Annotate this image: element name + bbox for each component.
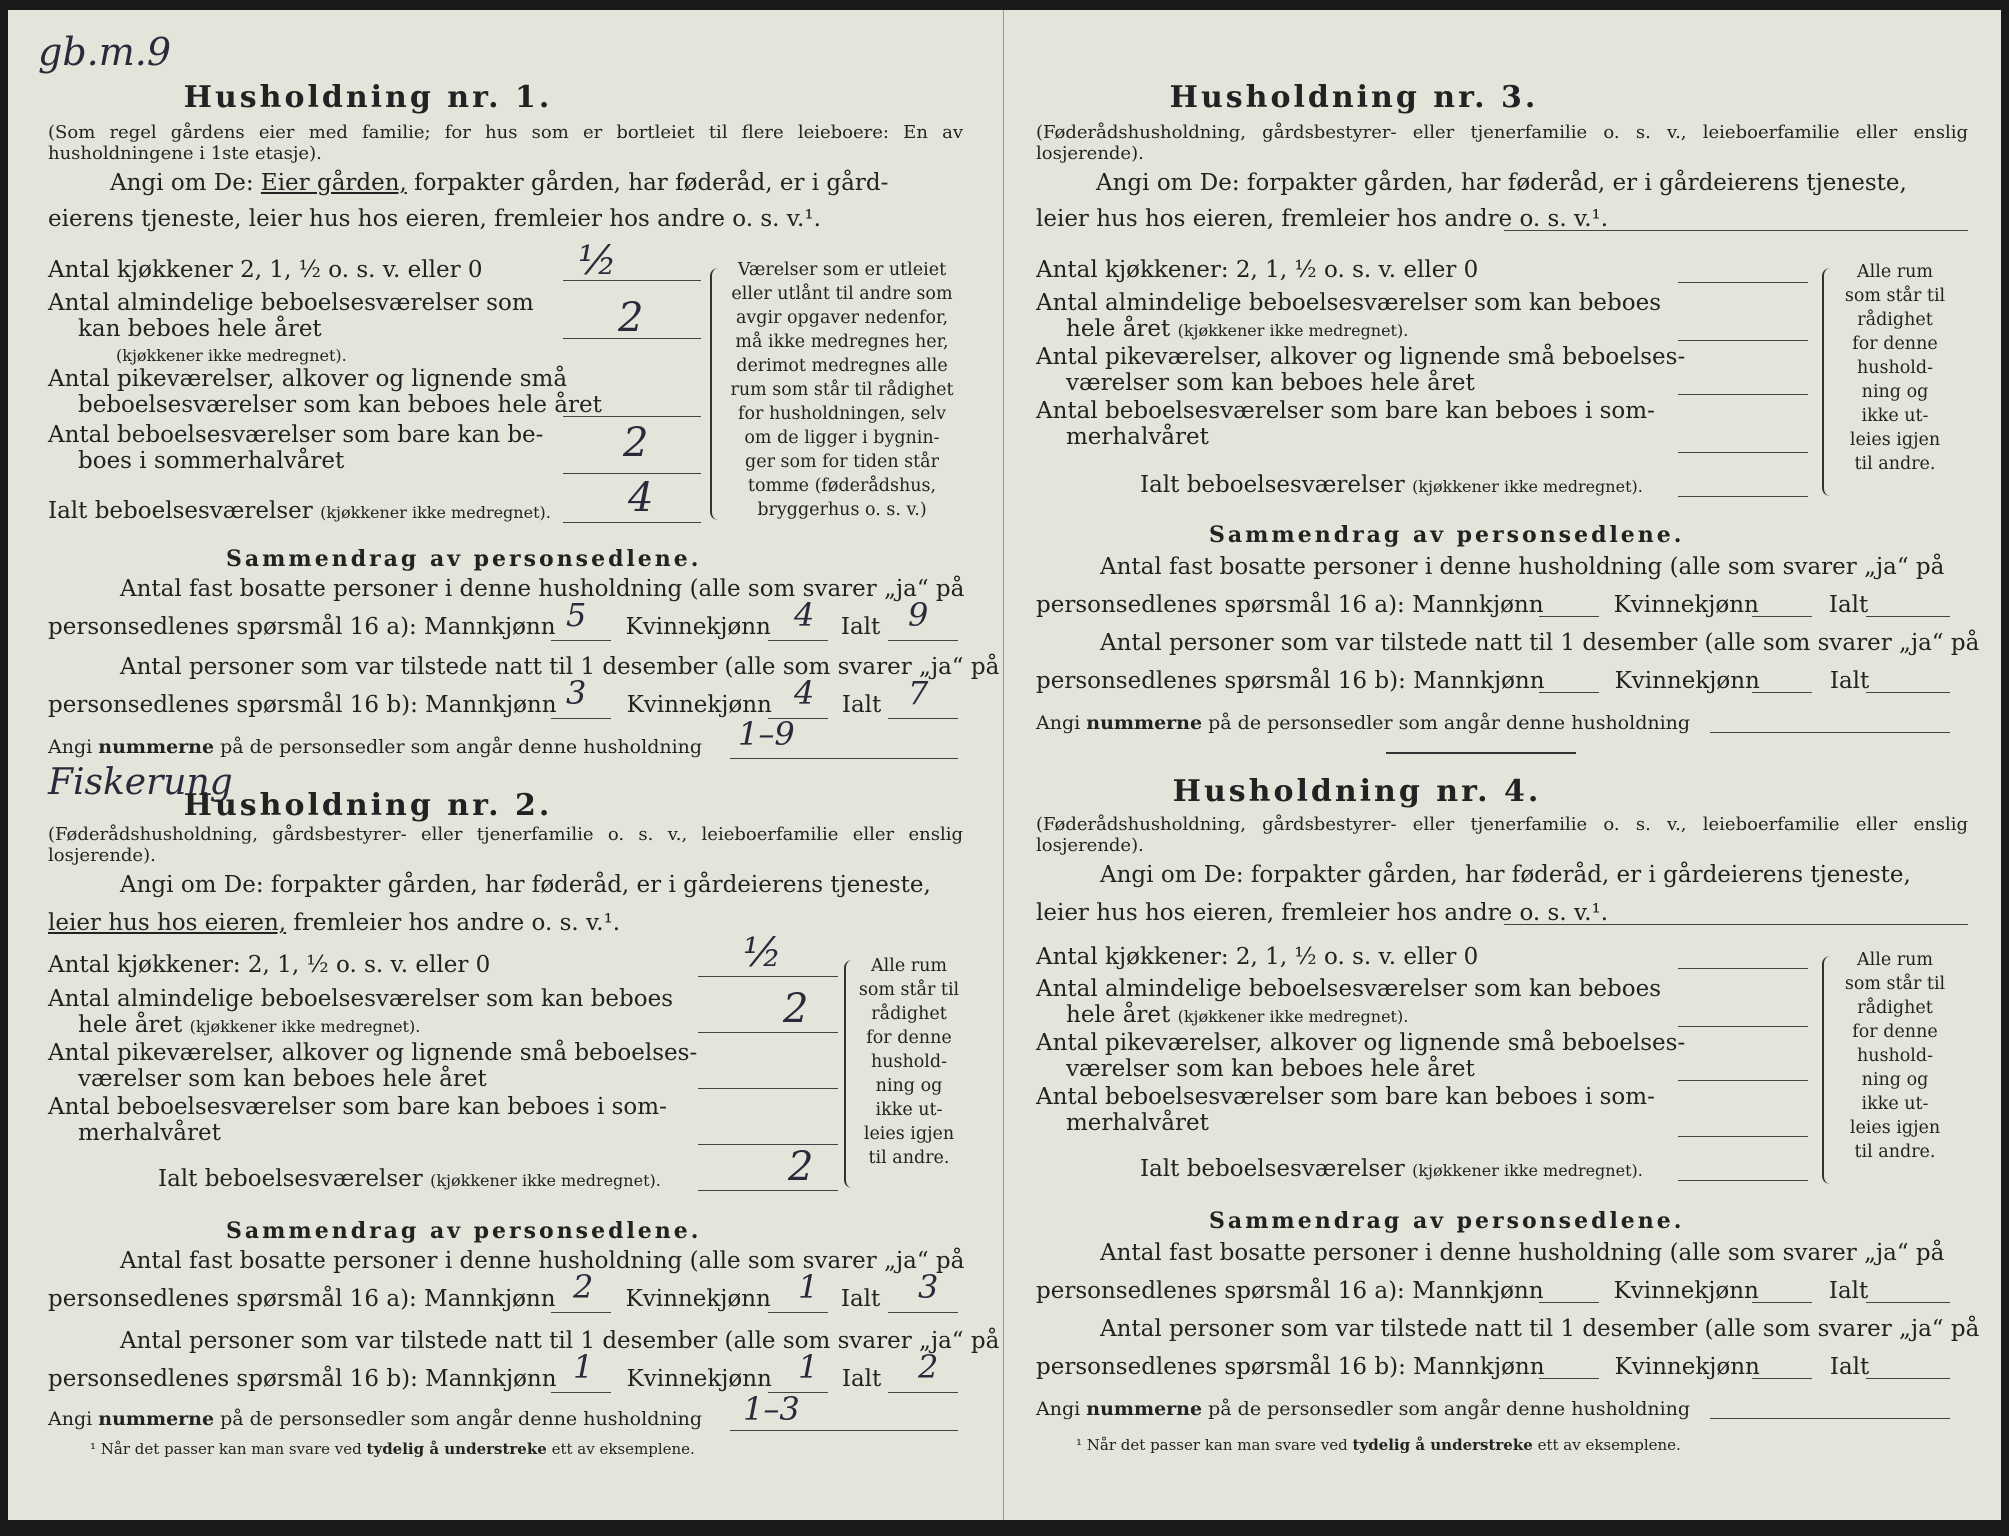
household-1-q-pike-2: beboelsesværelser som kan beboes hele året [78, 392, 602, 418]
household-4-ialt-fill [1678, 1180, 1808, 1181]
household-3-fast-1: Antal fast bosatte personer i denne husholdning (alle som svarer „ja“ på [1100, 554, 1945, 580]
household-3-q-alm-2: hele året (kjøkkener ikke medregnet). [1066, 316, 1409, 342]
household-2-q-ialt: Ialt beboelsesværelser (kjøkkener ikke medregnet). [158, 1166, 661, 1192]
household-3-angi-fill [1504, 230, 1968, 231]
household-2-16a-i-fill [888, 1312, 958, 1313]
household-2-q-pike-1: Antal pikeværelser, alkover og lignende små beboelses- [48, 1040, 698, 1066]
household-3-q-pike-1: Antal pikeværelser, alkover og lignende små beboelses- [1036, 344, 1686, 370]
household-3-tilstede-1: Antal personer som var tilstede natt til 1 desember (alle som svarer „ja“ på [1100, 630, 1980, 656]
household-4-side-note: Alle rum som står til rådighet for denne hushold- ning og ikke ut- leies igjen til andre. [1844, 950, 1946, 1162]
household-3-q-alm-1: Antal almindelige beboelsesværelser som kan beboes [1036, 290, 1662, 316]
household-1-16b-total: 7 [908, 674, 929, 712]
household-4-tilstede-1: Antal personer som var tilstede natt til 1 desember (alle som svarer „ja“ på [1100, 1316, 1980, 1342]
household-2-answer-renter: leier hus hos eieren, [48, 910, 287, 936]
household-1-16b-i-fill [888, 718, 958, 719]
household-3-title: Husholdning nr. 3. [1169, 80, 1539, 115]
household-2-q-alm-1: Antal almindelige beboelsesværelser som kan beboes [48, 986, 674, 1012]
household-1-ialt-value: 4 [628, 475, 654, 521]
household-3-tilstede-2: personsedlenes spørsmål 16 b): Mannkjønn Kvinnekjønn Ialt [1036, 668, 1870, 694]
household-3-q-sommer-1: Antal beboelsesværelser som bare kan beboes i som- [1036, 398, 1655, 424]
household-1-ialt-fill [563, 522, 701, 523]
household-1-answer-owner: Eier gården, [260, 170, 407, 196]
margin-note-2: Fiskerung [48, 762, 233, 803]
left-page [8, 10, 1004, 1520]
household-4-q-pike-2: værelser som kan beboes hele året [1066, 1056, 1475, 1082]
household-1-nummerne: Angi nummerne på de personsedler som angår denne husholdning [48, 736, 703, 758]
household-1-fast-1: Antal fast bosatte personer i denne husholdning (alle som svarer „ja“ på [120, 576, 965, 602]
household-1-q-sommer-2: boes i sommerhalvåret [78, 448, 345, 474]
household-4-q-pike-1: Antal pikeværelser, alkover og lignende små beboelses- [1036, 1030, 1686, 1056]
household-3-subtitle: (Føderådshusholdning, gårdsbestyrer- eller tjenerfamilie o. s. v., leieboerfamilie eller enslig losjerende). [1036, 122, 1968, 164]
household-1-subtitle: (Som regel gårdens eier med familie; for hus som er bortleiet til flere leieboere: En av husholdningene i 1ste etasje). [48, 122, 963, 164]
household-1-pike-fill [563, 416, 701, 417]
household-4-fast-2: personsedlenes spørsmål 16 a): Mannkjønn Kvinnekjønn Ialt [1036, 1278, 1869, 1304]
right-page [1004, 10, 2001, 1520]
household-1-sommer-value: 2 [623, 420, 649, 466]
household-3-alm-fill [1678, 340, 1808, 341]
household-3-nummerne-fill [1710, 732, 1950, 733]
household-3-16b-k-fill [1752, 692, 1812, 693]
household-2-alm-value: 2 [783, 986, 809, 1032]
household-2-16b-female: 1 [798, 1348, 819, 1386]
household-2-ialt-value: 2 [788, 1144, 814, 1190]
household-1-tilstede-1: Antal personer som var tilstede natt til 1 desember (alle som svarer „ja“ på [120, 654, 1000, 680]
household-2-ialt-fill [698, 1190, 838, 1191]
footnote-right: ¹ Når det passer kan man svare ved tydelig å understreke ett av eksemplene. [1076, 1436, 1681, 1454]
margin-note: gb.m.9 [38, 30, 172, 74]
household-3-sommer-fill [1678, 452, 1808, 453]
household-2-q-sommer-1: Antal beboelsesværelser som bare kan beboes i som- [48, 1094, 667, 1120]
household-3-q-ialt: Ialt beboelsesværelser (kjøkkener ikke medregnet). [1140, 472, 1643, 498]
household-1-nummerne-value: 1–9 [738, 715, 795, 753]
household-1-kitchens-value: ½ [578, 238, 617, 284]
household-1-nummerne-fill [730, 758, 958, 759]
household-4-16b-i-fill [1866, 1378, 1950, 1379]
household-4-q-alm-2: hele året (kjøkkener ikke medregnet). [1066, 1002, 1409, 1028]
household-2-16b-m-fill [551, 1392, 611, 1393]
household-2-16a-total: 3 [918, 1268, 939, 1306]
household-2-angi-line-1: Angi om De: forpakter gården, har føderåd, er i gårdeierens tjeneste, [120, 872, 931, 898]
household-4-q-ialt: Ialt beboelsesværelser (kjøkkener ikke medregnet). [1140, 1156, 1643, 1182]
household-3-pike-fill [1678, 394, 1808, 395]
household-1-16b-female: 4 [794, 674, 815, 712]
household-4-sommer-fill [1678, 1136, 1808, 1137]
household-2-angi-line-2: leier hus hos eieren, fremleier hos andre o. s. v.¹. [48, 910, 621, 936]
household-1-16a-total: 9 [908, 596, 929, 634]
household-2-pike-fill [698, 1088, 838, 1089]
household-1-angi-line-2: eierens tjeneste, leier hus hos eieren, fremleier hos andre o. s. v.¹. [48, 206, 821, 232]
household-4-angi-fill [1504, 924, 1968, 925]
household-1-q-alm-1: Antal almindelige beboelsesværelser som [48, 290, 534, 316]
household-2-q-kitchens: Antal kjøkkener: 2, 1, ½ o. s. v. eller 0 [48, 952, 491, 978]
household-4-nummerne: Angi nummerne på de personsedler som angår denne husholdning [1036, 1398, 1691, 1420]
household-1-tilstede-2: personsedlenes spørsmål 16 b): Mannkjønn Kvinnekjønn Ialt [48, 692, 882, 718]
household-1-16a-female: 4 [794, 596, 815, 634]
household-1-16a-m-fill [551, 640, 611, 641]
household-1-fast-2: personsedlenes spørsmål 16 a): Mannkjønn Kvinnekjønn Ialt [48, 614, 881, 640]
household-4-alm-fill [1678, 1026, 1808, 1027]
household-3-16b-m-fill [1539, 692, 1599, 693]
household-2-16a-m-fill [551, 1312, 611, 1313]
household-2-nummerne: Angi nummerne på de personsedler som angår denne husholdning [48, 1408, 703, 1430]
household-1-q-kitchens: Antal kjøkkener 2, 1, ½ o. s. v. eller 0 [48, 257, 483, 283]
household-2-16a-female: 1 [798, 1268, 819, 1306]
household-2-subtitle: (Føderådshusholdning, gårdsbestyrer- eller tjenerfamilie o. s. v., leieboerfamilie eller enslig losjerende). [48, 824, 963, 866]
household-3-kitchens-fill [1678, 282, 1808, 283]
household-3-nummerne: Angi nummerne på de personsedler som angår denne husholdning [1036, 712, 1691, 734]
household-1-alm-value: 2 [618, 295, 644, 341]
household-2-q-pike-2: værelser som kan beboes hele året [78, 1066, 487, 1092]
household-3-q-kitchens: Antal kjøkkener: 2, 1, ½ o. s. v. eller 0 [1036, 257, 1479, 283]
household-1-q-pike-1: Antal pikeværelser, alkover og lignende små [48, 366, 568, 392]
household-3-16a-k-fill [1752, 616, 1812, 617]
household-1-16a-k-fill [768, 640, 828, 641]
household-1-16a-male: 5 [566, 596, 587, 634]
household-1-16a-i-fill [888, 640, 958, 641]
household-2-sommer-fill [698, 1144, 838, 1145]
household-4-pike-fill [1678, 1080, 1808, 1081]
household-3-summary-title: Sammendrag av personsedlene. [1209, 522, 1685, 548]
household-2-16a-k-fill [768, 1312, 828, 1313]
household-3-angi-line-2: leier hus hos eieren, fremleier hos andre o. s. v.¹. [1036, 206, 1609, 232]
household-2-title: Husholdning nr. 2. [183, 788, 553, 823]
household-2-16b-i-fill [888, 1392, 958, 1393]
household-3-side-note: Alle rum som står til rådighet for denne hushold- ning og ikke ut- leies igjen til andre. [1844, 262, 1946, 474]
household-2-q-sommer-2: merhalvåret [78, 1120, 221, 1146]
household-4-summary-title: Sammendrag av personsedlene. [1209, 1208, 1685, 1234]
household-4-tilstede-2: personsedlenes spørsmål 16 b): Mannkjønn Kvinnekjønn Ialt [1036, 1354, 1870, 1380]
household-4-q-alm-1: Antal almindelige beboelsesværelser som kan beboes [1036, 976, 1662, 1002]
household-2-tilstede-1: Antal personer som var tilstede natt til 1 desember (alle som svarer „ja“ på [120, 1328, 1000, 1354]
household-2-summary-title: Sammendrag av personsedlene. [226, 1218, 702, 1244]
household-4-q-kitchens: Antal kjøkkener: 2, 1, ½ o. s. v. eller 0 [1036, 944, 1479, 970]
household-2-fast-1: Antal fast bosatte personer i denne husholdning (alle som svarer „ja“ på [120, 1248, 965, 1274]
household-2-16b-total: 2 [918, 1348, 939, 1386]
household-4-q-sommer-2: merhalvåret [1066, 1110, 1209, 1136]
household-3-q-pike-2: værelser som kan beboes hele året [1066, 370, 1475, 396]
household-2-alm-fill [698, 1032, 838, 1033]
household-1-summary-title: Sammendrag av personsedlene. [226, 546, 702, 572]
household-4-angi-line-1: Angi om De: forpakter gården, har føderåd, er i gårdeierens tjeneste, [1100, 862, 1911, 888]
household-1-title: Husholdning nr. 1. [183, 80, 553, 115]
household-4-title: Husholdning nr. 4. [1172, 774, 1542, 809]
household-1-q-alm-2: kan beboes hele året [78, 316, 322, 342]
household-1-angi-line-1: Angi om De: Eier gården, forpakter gården, har føderåd, er i gård- [110, 170, 889, 196]
footnote-left: ¹ Når det passer kan man svare ved tydelig å understreke ett av eksemplene. [90, 1440, 695, 1458]
household-4-kitchens-fill [1678, 968, 1808, 969]
household-4-16b-k-fill [1752, 1378, 1812, 1379]
household-3-16b-i-fill [1866, 692, 1950, 693]
household-1-16b-m-fill [551, 718, 611, 719]
household-4-16b-m-fill [1539, 1378, 1599, 1379]
household-1-q-ialt: Ialt beboelsesværelser (kjøkkener ikke medregnet). [48, 498, 551, 524]
household-2-fast-2: personsedlenes spørsmål 16 a): Mannkjønn Kvinnekjønn Ialt [48, 1286, 881, 1312]
household-4-subtitle: (Føderådshusholdning, gårdsbestyrer- eller tjenerfamilie o. s. v., leieboerfamilie eller enslig losjerende). [1036, 814, 1968, 856]
household-2-q-alm-2: hele året (kjøkkener ikke medregnet). [78, 1012, 421, 1038]
household-2-16b-male: 1 [573, 1348, 594, 1386]
household-3-angi-line-1: Angi om De: forpakter gården, har føderåd, er i gårdeierens tjeneste, [1096, 170, 1907, 196]
household-2-tilstede-2: personsedlenes spørsmål 16 b): Mannkjønn Kvinnekjønn Ialt [48, 1366, 882, 1392]
household-4-16a-k-fill [1752, 1302, 1812, 1303]
section-divider [1386, 752, 1576, 754]
household-4-nummerne-fill [1710, 1418, 1950, 1419]
household-2-16a-male: 2 [573, 1268, 594, 1306]
household-3-16a-i-fill [1866, 616, 1950, 617]
household-4-q-sommer-1: Antal beboelsesværelser som bare kan beboes i som- [1036, 1084, 1655, 1110]
household-2-nummerne-fill [730, 1430, 958, 1431]
household-2-kitchens-value: ½ [743, 930, 782, 976]
household-1-side-note: Værelser som er utleiet eller utlånt til andre som avgir opgaver nedenfor, må ikke medregnes her, derimot medregnes alle rum som står til rådighet for husholdningen, selv om de ligger i bygnin- ger som for tiden står tomme (føderådshus, bryggerhus o. s. v.) [730, 260, 954, 520]
household-3-q-sommer-2: merhalvåret [1066, 424, 1209, 450]
household-4-fast-1: Antal fast bosatte personer i denne husholdning (alle som svarer „ja“ på [1100, 1240, 1945, 1266]
household-1-sommer-fill [563, 473, 701, 474]
household-1-q-alm-3: (kjøkkener ikke medregnet). [116, 346, 347, 365]
household-1-brace [710, 268, 722, 520]
household-2-kitchens-fill [698, 976, 838, 977]
household-3-16a-m-fill [1539, 616, 1599, 617]
household-2-nummerne-value: 1–3 [743, 1390, 800, 1428]
household-1-q-sommer-1: Antal beboelsesværelser som bare kan be- [48, 422, 544, 448]
household-2-side-note: Alle rum som står til rådighet for denne hushold- ning og ikke ut- leies igjen til andre. [858, 956, 960, 1168]
household-3-ialt-fill [1678, 496, 1808, 497]
household-3-fast-2: personsedlenes spørsmål 16 a): Mannkjønn Kvinnekjønn Ialt [1036, 592, 1869, 618]
household-1-16b-male: 3 [566, 674, 587, 712]
household-4-angi-line-2: leier hus hos eieren, fremleier hos andre o. s. v.¹. [1036, 900, 1609, 926]
household-4-16a-m-fill [1539, 1302, 1599, 1303]
household-4-16a-i-fill [1866, 1302, 1950, 1303]
